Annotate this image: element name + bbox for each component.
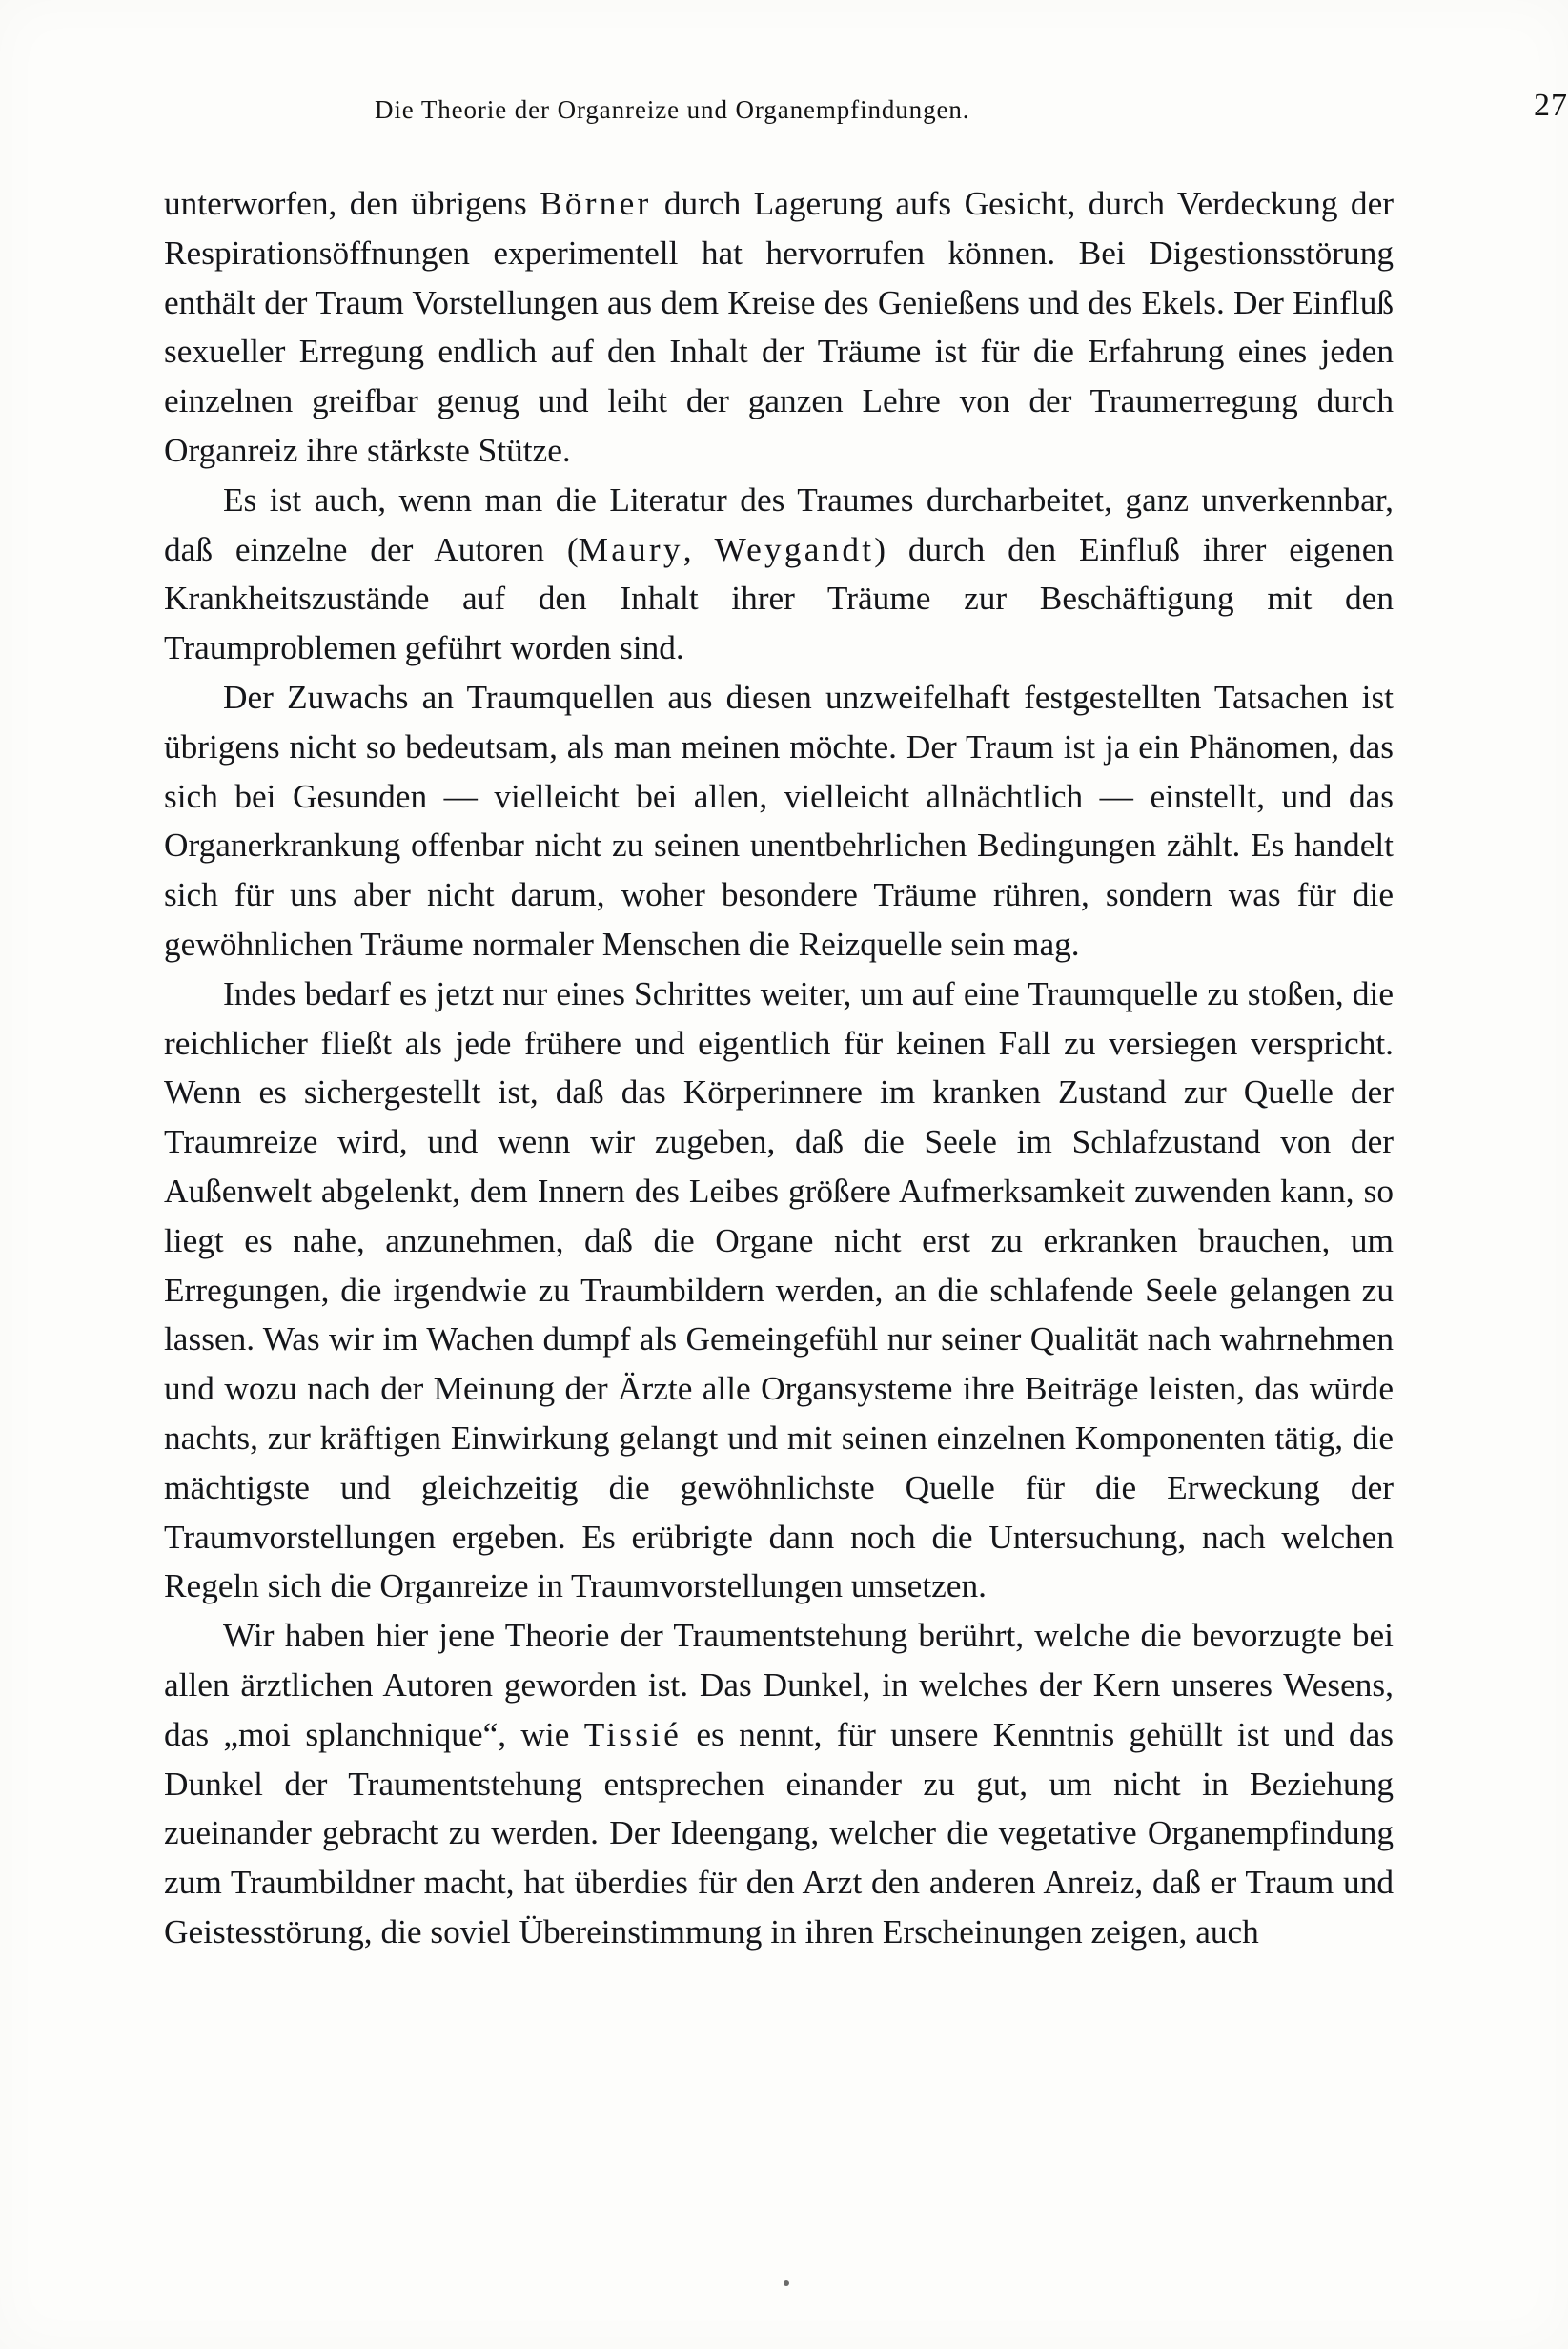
paragraph: Wir haben hier jene Theorie der Traumentstehung berührt, welche die bevorzugte bei allen ärztlichen Autoren geworden ist. Das Dunkel, in welches der Kern unseres Wesens, das „moi splanchnique“, wie Tissié es nennt, für unsere Kenntnis gehüllt ist und das Dunkel der Traumentstehung entsprechen einander zu gut, um nicht in Beziehung zueinander gebracht zu werden. Der Ideengang, welcher die vegetative Organempfindung zum Traumbildner macht, hat überdies für den Arzt den anderen Anreiz, daß er Traum und Geistesstörung, die soviel Übereinstimmung in ihren Erscheinungen zeigen, auch bbox=[164, 1617, 1394, 1951]
paragraph: Es ist auch, wenn man die Literatur des Traumes durcharbeitet, ganz unverkennbar, daß einzelne der Autoren (Maury, Weygandt) durch den Einfluß ihrer eigenen Krankheitszustände auf den Inhalt ihrer Träume zur Beschäftigung mit den Traumproblemen geführt worden sind. bbox=[164, 480, 1395, 667]
paragraph: Indes bedarf es jetzt nur eines Schrittes weiter, um auf eine Traumquelle zu stoßen, die reichlicher fließt als jede frühere und eigentlich für keinen Fall zu versiegen verspricht. Wenn es sichergestellt ist, daß das Körperinnere im kranken Zustand zur Quelle der Traumreize wird, und wenn wir zugeben, daß die Seele im Schlafzustand von der Außenwelt abgelenkt, dem Innern des Leibes größere Aufmerksamkeit zuwenden kann, so liegt es nahe, anzunehmen, daß die Organe nicht erst zu erkranken brauchen, um Erregungen, die irgendwie zu Traumbildern werden, an die schlafende Seele gelangen zu lassen. Was wir im Wachen dumpf als Gemeingefühl nur seiner Qualität nach wahrnehmen und wozu nach der Meinung der Ärzte alle Organsysteme ihre Beiträge leisten, das würde nachts, zur kräftigen Einwirkung gelangt und mit seinen einzelnen Komponenten tätig, die mächtigste und gleichzeitig die gewöhnlichste Quelle für die Erweckung der Traumvorstellungen ergeben. Es erübrigte dann noch die Untersuchung, nach welchen Regeln sich die Organreize in Traumvorstellungen umsetzen. bbox=[164, 974, 1394, 1605]
paragraph: unterworfen, den übrigens Börner durch Lagerung aufs Gesicht, durch Verdeckung der Respirationsöffnungen experimentell hat hervorrufen können. Bei Digestionsstörung enthält der Traum Vorstellungen aus dem Kreise des Genießens und des Ekels. Der Einfluß sexueller Erregung endlich auf den Inhalt der Träume ist für die Erfahrung eines jeden einzelnen greifbar genug und leiht der ganzen Lehre von der Traumerregung durch Organreiz ihre stärkste Stütze. bbox=[164, 185, 1394, 469]
page-number: 27 bbox=[1534, 88, 1568, 123]
footer-mark bbox=[784, 2280, 789, 2286]
running-head-title: Die Theorie der Organreize und Organempfindungen. bbox=[375, 95, 970, 124]
paragraph: Der Zuwachs an Traumquellen aus diesen unzweifelhaft festgestellten Tatsachen ist übrigens nicht so bedeutsam, als man meinen möchte. Der Traum ist ja ein Phänomen, das sich bei Gesunden — vielleicht bei allen, vielleicht allnächtlich — einstellt, und das Organerkrankung offenbar nicht zu seinen unentbehrlichen Bedingungen zählt. Es handelt sich für uns aber nicht darum, woher besondere Träume rühren, sondern was für die gewöhnlichen Träume normaler Menschen die Reizquelle sein mag. bbox=[164, 678, 1394, 963]
body-text bbox=[164, 179, 1394, 1957]
running-head bbox=[167, 95, 1396, 125]
